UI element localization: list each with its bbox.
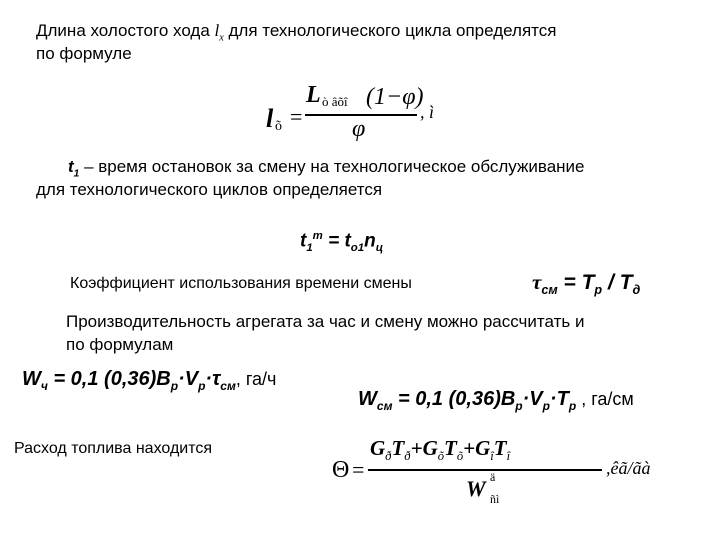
fuel-G2: G bbox=[422, 436, 438, 460]
ws-W: W bbox=[358, 388, 377, 410]
formula-w-shift bbox=[358, 388, 634, 413]
wh-tau-sub: см bbox=[220, 379, 236, 393]
fuel-G2-sub: õ bbox=[437, 449, 445, 464]
ws-body: = 0,1 (0,36)B bbox=[392, 388, 516, 410]
wh-unit: , га/ч bbox=[235, 369, 277, 389]
fuel-numerator bbox=[370, 436, 510, 464]
fuel-label: Расход топлива находится bbox=[14, 440, 213, 457]
f1-lhs-sub: õ bbox=[275, 119, 282, 134]
formula-t1 bbox=[300, 230, 383, 254]
intro-line-2: по формуле bbox=[36, 44, 132, 63]
prod-line-2: по формулам bbox=[66, 335, 174, 354]
f1-lhs: l bbox=[266, 104, 274, 133]
fuel-T3: T bbox=[493, 436, 507, 460]
ws-B-sub: р bbox=[515, 399, 523, 413]
tau: τ bbox=[532, 270, 542, 294]
wh-V: ·V bbox=[178, 368, 199, 390]
wh-tau: ·τ bbox=[205, 368, 221, 390]
t1-line-2: для технологического циклов определяется bbox=[36, 180, 383, 199]
wh-V-sub: р bbox=[198, 379, 206, 393]
fuel-den-sub: ñì bbox=[490, 492, 500, 506]
f1-num-sub: ò âõî bbox=[322, 94, 348, 109]
wh-B-sub: р bbox=[170, 379, 179, 393]
var-l-sub: x bbox=[219, 32, 224, 44]
ws-W-sub: см bbox=[376, 399, 393, 413]
f2-n: n bbox=[364, 230, 376, 252]
ws-T: ·T bbox=[549, 388, 569, 410]
fuel-fraction-bar bbox=[368, 469, 602, 471]
fuel-G3-sub: î bbox=[490, 449, 494, 464]
fuel-plus2: + bbox=[463, 436, 476, 460]
f1-num-paren: (1−φ) bbox=[366, 84, 424, 110]
tp-sub: р bbox=[594, 283, 603, 298]
f2-o-sub: о1 bbox=[350, 242, 365, 255]
t1-text: – время остановок за смену на технологическое обслуживание bbox=[79, 157, 585, 176]
f2-t-sup: т bbox=[312, 230, 323, 242]
fuel-T1: T bbox=[391, 436, 405, 460]
fuel-T1-sub: ð bbox=[404, 449, 411, 464]
ws-unit: , га/см bbox=[576, 389, 634, 409]
ws-V-sub: р bbox=[542, 399, 550, 413]
fuel-T2: T bbox=[444, 436, 457, 460]
f2-n-sub: ц bbox=[375, 242, 384, 255]
f1-den: φ bbox=[352, 116, 366, 142]
t1-var: t bbox=[68, 157, 74, 176]
fuel-G1: G bbox=[370, 436, 386, 460]
fuel-T3-sub: î bbox=[506, 449, 511, 464]
fuel-theta: Θ bbox=[332, 457, 350, 483]
fuel-T2-sub: õ bbox=[456, 449, 464, 464]
ws-T-sub: р bbox=[568, 399, 577, 413]
t1-var-sub: 1 bbox=[73, 168, 80, 180]
fuel-G3: G bbox=[475, 436, 491, 460]
f1-unit: , ì bbox=[420, 102, 435, 122]
tau-div: / T bbox=[602, 271, 633, 294]
f2-t-sub: 1 bbox=[306, 242, 313, 255]
wh-W: W bbox=[22, 368, 41, 390]
f1-num-L: L bbox=[306, 82, 321, 108]
var-l: l bbox=[214, 21, 220, 40]
f1-eq: = bbox=[290, 104, 303, 129]
intro-text: Длина холостого хода bbox=[36, 21, 215, 40]
coef-label: Коэффициент использования времени смены bbox=[70, 275, 412, 292]
td-sub: д bbox=[632, 283, 641, 298]
intro-text-rest: для технологического цикла определятся bbox=[223, 21, 557, 40]
formula-w-hour bbox=[22, 368, 276, 393]
fuel-eq: = bbox=[352, 457, 365, 482]
ws-V: ·V bbox=[522, 388, 543, 410]
wh-W-sub: ч bbox=[40, 379, 48, 393]
fuel-unit: ,êã/ãà bbox=[606, 458, 651, 478]
wh-body: = 0,1 (0,36)B bbox=[47, 368, 171, 390]
tau-eq: = T bbox=[557, 271, 595, 294]
fuel-den-sup: ä bbox=[490, 470, 496, 484]
formula-tau bbox=[532, 270, 640, 297]
fuel-G1-sub: ð bbox=[385, 449, 392, 464]
fuel-plus1: + bbox=[410, 436, 423, 460]
tau-sub: см bbox=[541, 283, 558, 298]
f2-eq: = t bbox=[322, 230, 351, 252]
fuel-den-W: W bbox=[466, 476, 486, 501]
f2-t: t bbox=[300, 230, 307, 252]
prod-line-1: Производительность агрегата за час и смену можно рассчитать и bbox=[66, 312, 585, 331]
